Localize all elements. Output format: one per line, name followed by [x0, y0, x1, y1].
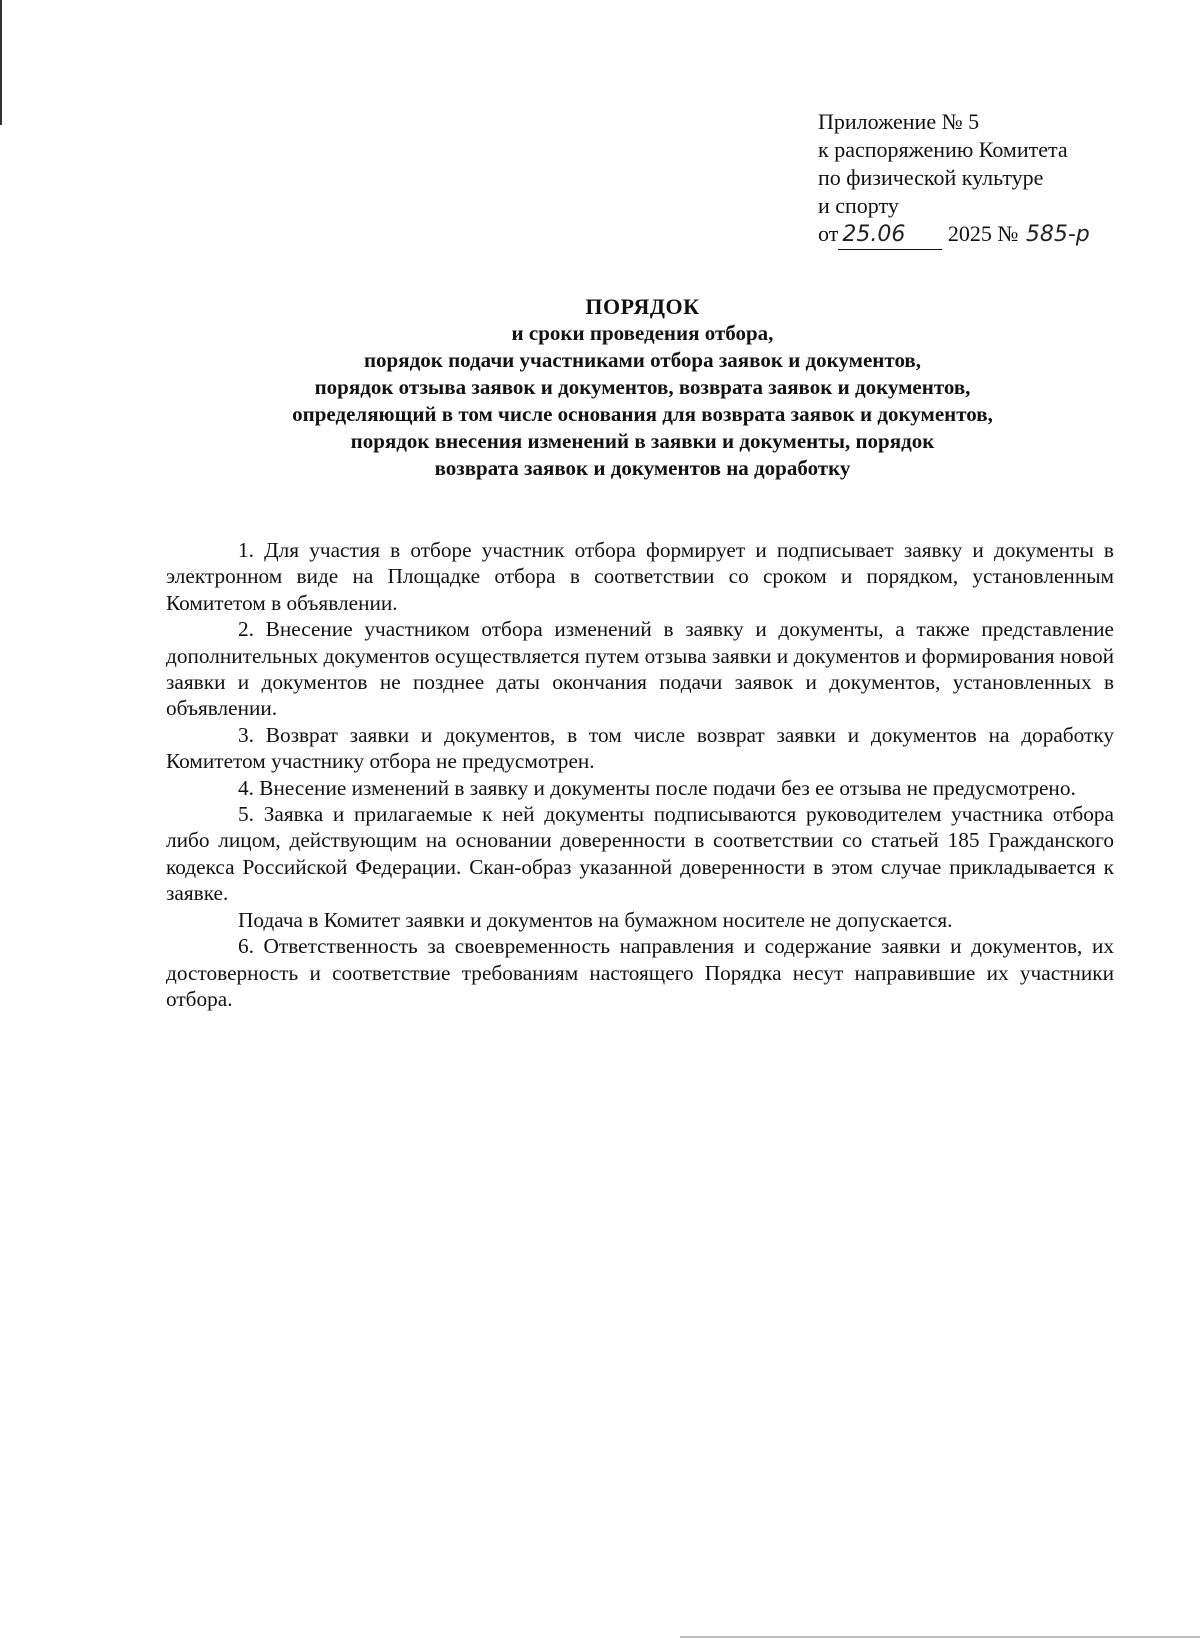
title-line: порядок отзыва заявок и документов, возврата заявок и документов,	[314, 375, 971, 399]
annex-line-4: и спорту	[818, 193, 899, 218]
paragraph-3: 3. Возврат заявки и документов, в том числе возврат заявки и документов на доработку Комитетом участнику отбора не предусмотрен.	[166, 722, 1114, 774]
paragraph-5-note: Подача в Комитет заявки и документов на бумажном носителе не допускается.	[238, 907, 953, 932]
document-title	[150, 293, 1135, 482]
paragraph-6: 6. Ответственность за своевременность направления и содержание заявки и документов, их достоверность и соответствие требованиям настоящего Порядка несут направившие их участники отбора.	[166, 934, 1114, 1011]
paragraph-5: 5. Заявка и прилагаемые к ней документы подписываются руководителем участника отбора либо лицом, действующим на основании доверенности в соответствии со статьей 185 Гражданского кодекса Российской Федерации. Скан-образ указанной доверенности в этом случае прикладывается к заявке.	[166, 802, 1114, 906]
handwritten-date: 25.06	[838, 221, 942, 250]
title-line: порядок внесения изменений в заявки и документы, порядок	[350, 429, 935, 453]
paragraph-1: 1. Для участия в отборе участник отбора формирует и подписывает заявку и документы в электронном виде на Площадке отбора в соответствии со сроком и порядком, установленным Комитетом в объявлении.	[166, 538, 1114, 615]
title-main: ПОРЯДОК	[585, 294, 700, 319]
annex-date-line	[818, 220, 1098, 250]
scan-edge-mark	[0, 0, 2, 125]
title-line: определяющий в том числе основания для возврата заявок и документов,	[292, 402, 993, 426]
annex-header	[818, 108, 1098, 250]
date-prefix: от	[818, 221, 839, 246]
year-and-number-label: 2025 №	[947, 221, 1019, 246]
title-line: порядок подачи участниками отбора заявок и документов,	[363, 348, 922, 372]
handwritten-number: 585-р	[1025, 222, 1090, 247]
annex-line-3: по физической культуре	[818, 165, 1044, 190]
title-line: и сроки проведения отбора,	[511, 321, 774, 345]
title-line: возврата заявок и документов на доработку	[434, 456, 851, 480]
annex-line-1: Приложение № 5	[818, 109, 980, 134]
annex-line-2: к распоряжению Комитета	[818, 137, 1068, 162]
paragraph-2: 2. Внесение участником отбора изменений в заявку и документы, а также представление дополнительных документов осуществляется путем отзыва заявки и документов и формирования новой заявки и документов не позднее даты окончания подачи заявок и документов, установленных в объявлении.	[166, 617, 1114, 721]
paragraph-4: 4. Внесение изменений в заявку и документы после подачи без ее отзыва не предусмотрено.	[238, 775, 1076, 800]
document-body	[166, 537, 1114, 1012]
